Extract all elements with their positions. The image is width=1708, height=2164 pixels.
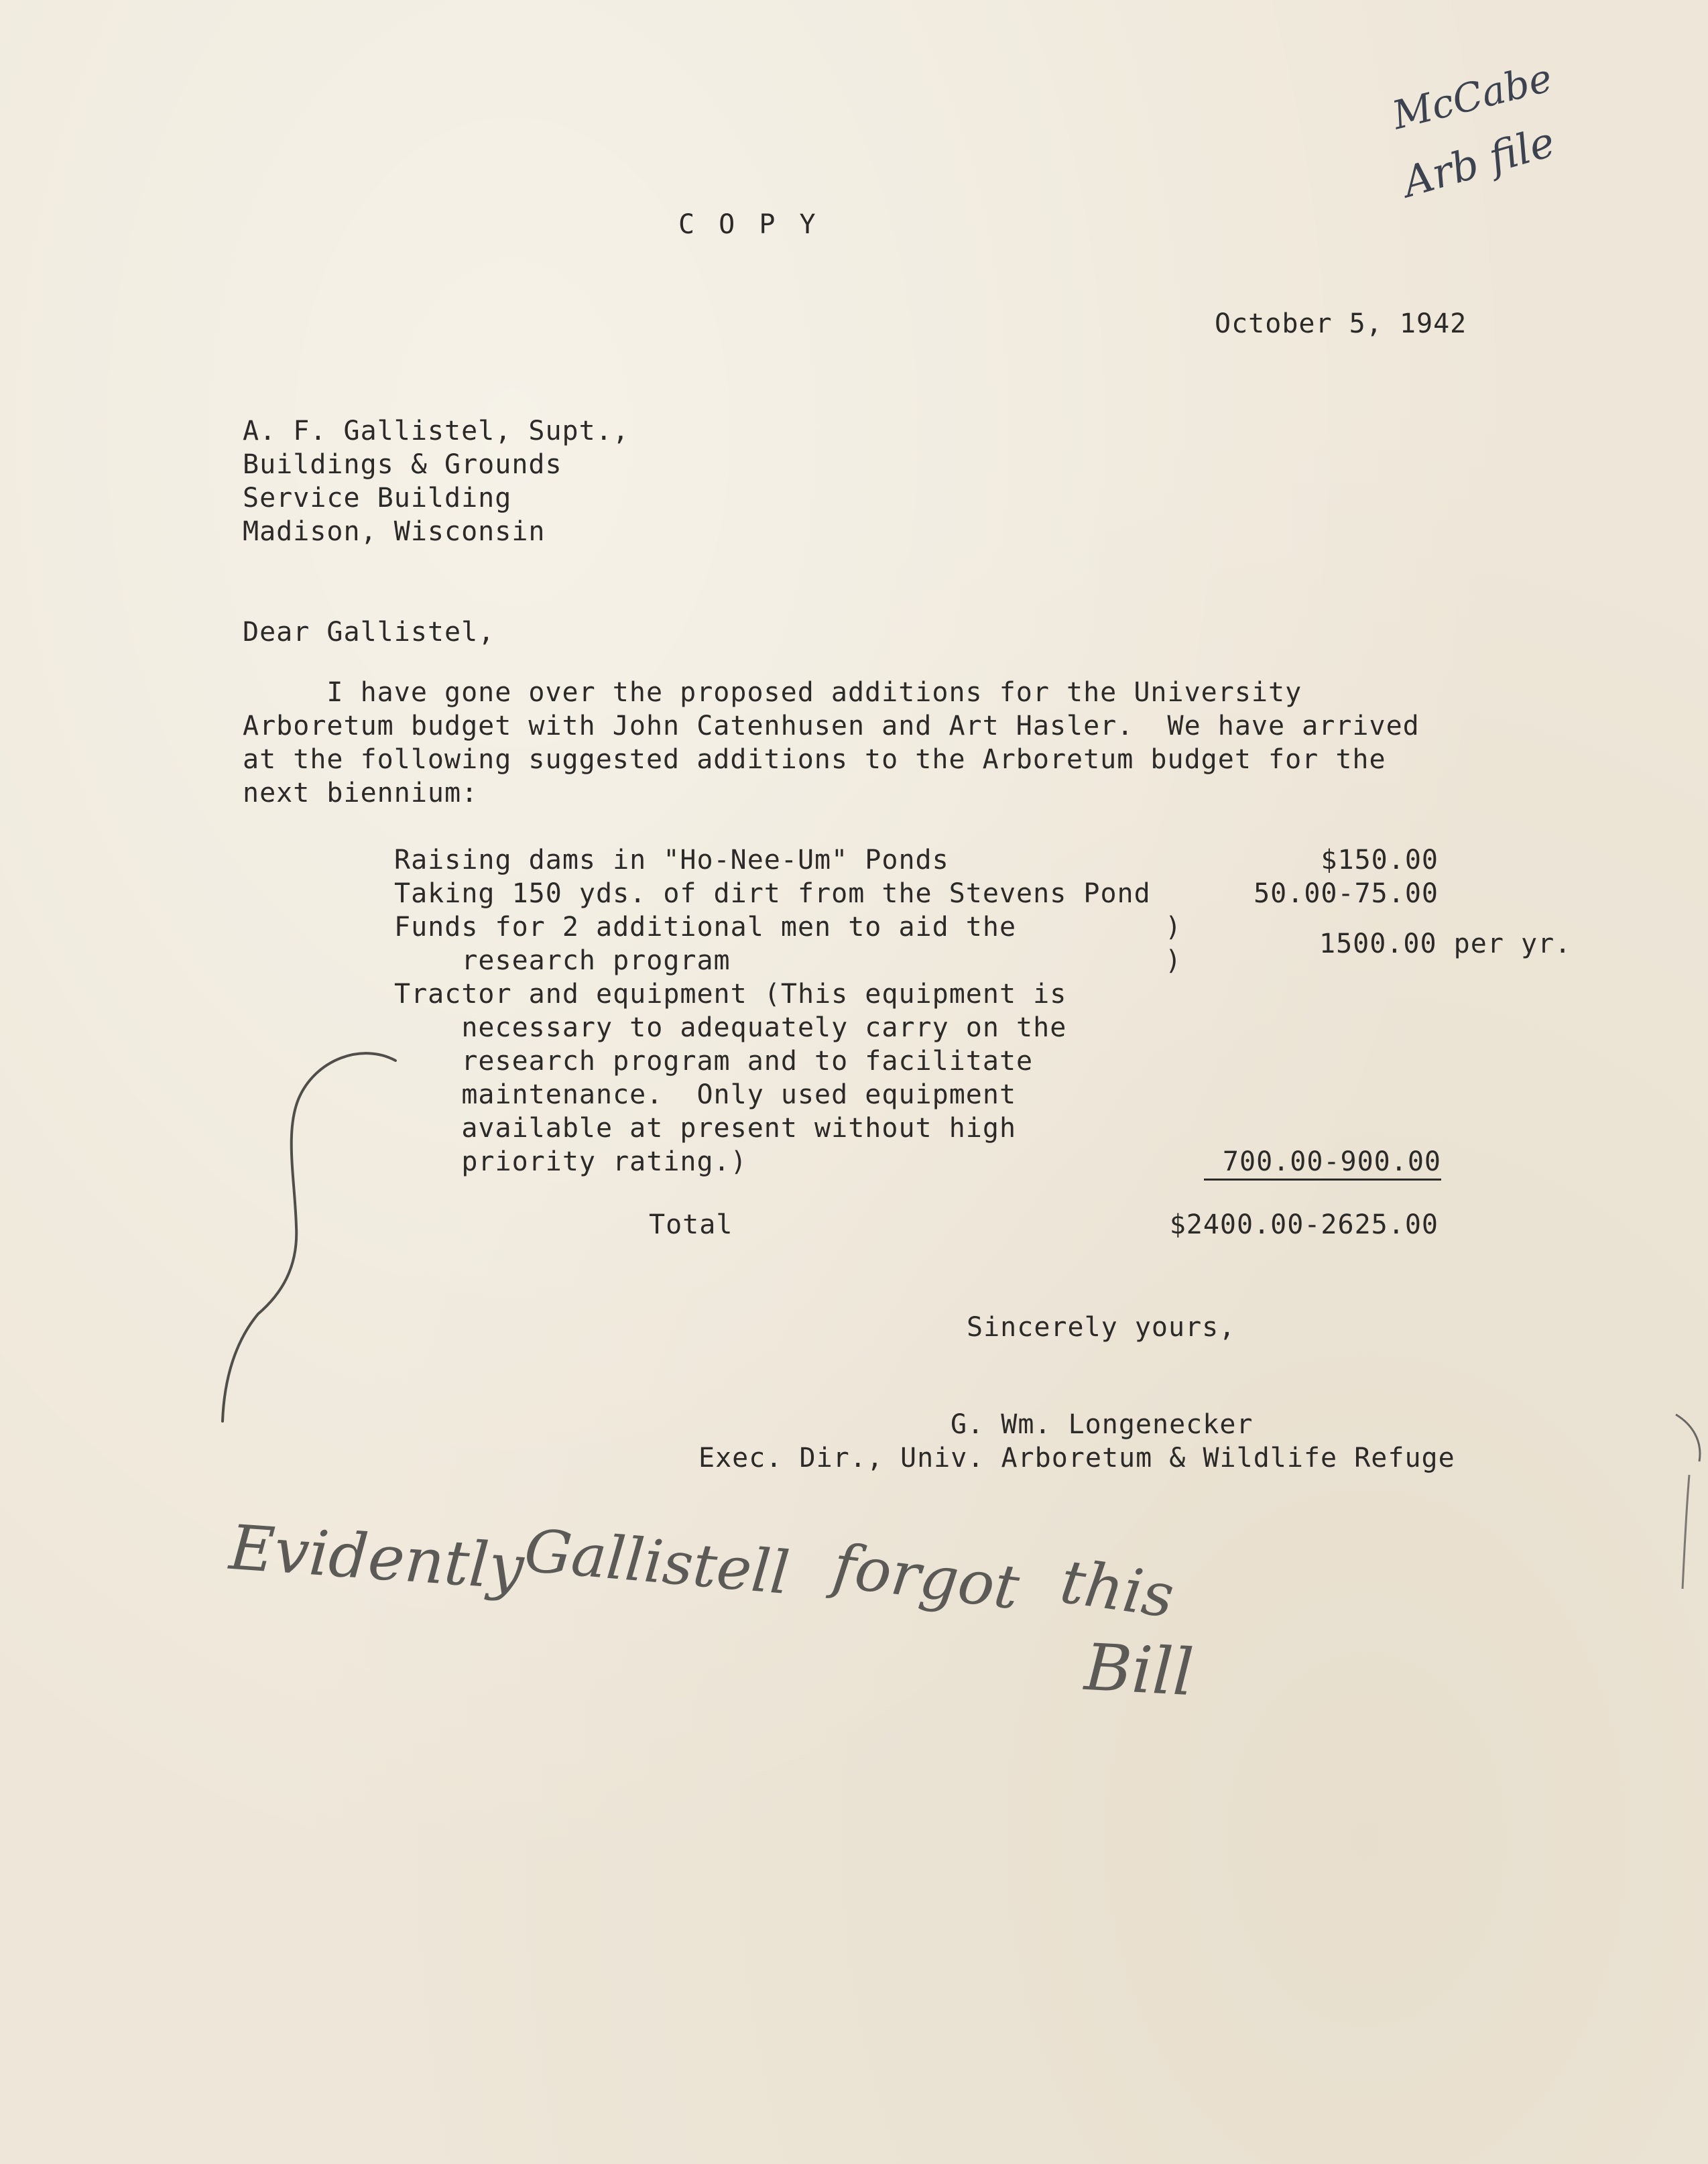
item-amount: 50.00-75.00 — [1254, 878, 1439, 909]
signer-name: G. Wm. Longenecker — [951, 1409, 1254, 1440]
pencil-curve-mark — [223, 1053, 395, 1421]
body-line: next biennium: — [243, 778, 479, 808]
copy-heading: C O P Y — [678, 209, 820, 240]
total-label: Total — [649, 1209, 733, 1240]
item-amount: $150.00 — [1321, 845, 1439, 876]
item-description: Raising dams in "Ho-Nee-Um" Ponds — [394, 845, 949, 876]
item-description: available at present without high — [394, 1113, 1017, 1144]
address-line: A. F. Gallistel, Supt., — [243, 416, 629, 446]
body-line: at the following suggested additions to the Arboretum budget for the — [243, 744, 1386, 775]
item-amount: 700.00-900.00 — [1204, 1145, 1441, 1181]
bracket: ) — [1165, 945, 1182, 976]
bracket: ) — [1165, 912, 1182, 943]
address-line: Buildings & Grounds — [243, 449, 562, 480]
body-line: Arboretum budget with John Catenhusen and Art Hasler. We have arrived — [243, 711, 1420, 741]
margin-note-line-1: McCabe — [1388, 54, 1557, 139]
handwritten-note-word: this — [1056, 1546, 1178, 1632]
handwritten-note-word: Bill — [1083, 1629, 1196, 1711]
salutation: Dear Gallistel, — [243, 617, 495, 648]
total-amount: $2400.00-2625.00 — [1169, 1209, 1439, 1240]
signer-title: Exec. Dir., Univ. Arboretum & Wildlife Refuge — [698, 1443, 1455, 1474]
item-description: maintenance. Only used equipment — [394, 1079, 1017, 1110]
item-amount: 1500.00 per yr. — [1319, 928, 1572, 959]
handwritten-note-word: Evidently — [227, 1511, 526, 1604]
closing: Sincerely yours, — [967, 1312, 1236, 1343]
edge-mark — [1676, 1415, 1700, 1461]
edge-mark — [1683, 1475, 1689, 1589]
item-description: Tractor and equipment (This equipment is — [394, 979, 1067, 1010]
margin-note-line-2: Arb file — [1397, 117, 1561, 207]
body-line: I have gone over the proposed additions for the University — [243, 677, 1302, 708]
item-description: priority rating.) — [394, 1146, 747, 1177]
handwritten-note-word: forgot — [829, 1530, 1023, 1624]
handwritten-note-word: Gallistell — [522, 1515, 792, 1608]
item-description: research program and to facilitate — [394, 1046, 1034, 1077]
address-line: Madison, Wisconsin — [243, 516, 546, 547]
item-description: Funds for 2 additional men to aid the — [394, 912, 1017, 943]
item-description: research program — [394, 945, 731, 976]
letter-date: October 5, 1942 — [1215, 308, 1467, 339]
item-description: necessary to adequately carry on the — [394, 1012, 1067, 1043]
item-description: Taking 150 yds. of dirt from the Stevens Pond — [394, 878, 1151, 909]
address-line: Service Building — [243, 483, 512, 514]
